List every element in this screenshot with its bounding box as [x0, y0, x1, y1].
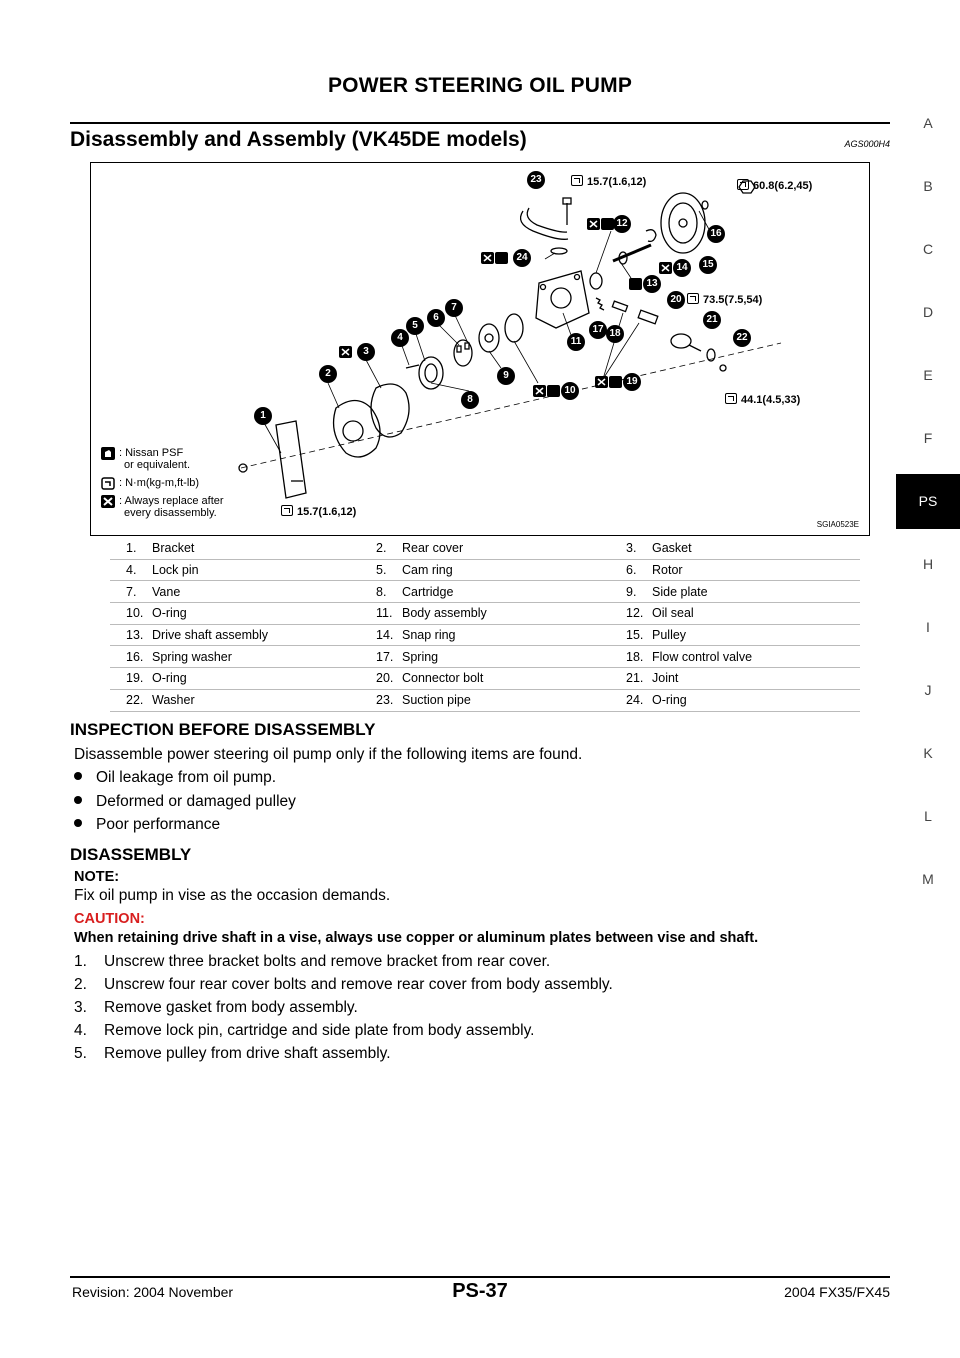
part-cell — [360, 693, 610, 707]
part-name: Spring — [402, 649, 439, 664]
parts-table — [110, 538, 860, 712]
caution-label: CAUTION: — [74, 911, 145, 927]
callout-19: 19 — [623, 373, 641, 391]
part-number: 18. — [626, 649, 644, 664]
part-number: 12. — [626, 606, 644, 621]
part-cell — [110, 650, 360, 664]
part-number: 20. — [376, 671, 394, 686]
cam-ring-shape — [419, 357, 443, 389]
side-index-ps[interactable]: PS — [896, 474, 960, 529]
part-name: Rotor — [652, 563, 683, 578]
table-row — [110, 603, 860, 625]
table-row — [110, 690, 860, 712]
torque-icon — [725, 393, 737, 404]
part-cell — [110, 606, 360, 620]
torque-spec-pulley-nut: 60.8(6.2,45) — [737, 179, 812, 192]
part-cell — [110, 563, 360, 577]
step-number: 4. — [74, 1022, 87, 1039]
side-index-a[interactable]: A — [923, 115, 933, 131]
part-number: 13. — [126, 628, 144, 643]
part-number: 14. — [376, 628, 394, 643]
callout-1: 1 — [254, 407, 272, 425]
callout-2: 2 — [319, 365, 337, 383]
gasket-shape — [371, 384, 409, 437]
torque-icon — [687, 293, 699, 304]
step-text: Unscrew three bracket bolts and remove bracket from rear cover. — [104, 953, 551, 970]
disassembly-heading: DISASSEMBLY — [70, 845, 192, 864]
bracket-shape — [276, 421, 306, 498]
pulley-shape — [661, 193, 705, 253]
callout-22: 22 — [733, 329, 751, 347]
side-index-l[interactable]: L — [924, 808, 932, 824]
part-number: 7. — [126, 584, 137, 599]
callout-16: 16 — [707, 225, 725, 243]
part-cell — [360, 628, 610, 642]
footer-rule — [70, 1276, 890, 1278]
part-number: 6. — [626, 563, 637, 578]
part-name: Drive shaft assembly — [152, 628, 269, 643]
table-row — [110, 538, 860, 560]
side-index-d[interactable]: D — [922, 304, 934, 320]
part-number: 15. — [626, 628, 644, 643]
part-number: 16. — [126, 649, 144, 664]
callout-23: 23 — [527, 171, 545, 189]
part-number: 5. — [376, 563, 387, 578]
part-number: 19. — [126, 671, 144, 686]
step-number: 2. — [74, 976, 87, 993]
callout-20: 20 — [667, 291, 685, 309]
part-cell — [360, 541, 610, 555]
note-text: Fix oil pump in vise as the occasion demands. — [74, 887, 391, 904]
side-index-c[interactable]: C — [922, 241, 934, 257]
callout-17: 17 — [589, 321, 607, 339]
part-number: 21. — [626, 671, 644, 686]
part-number: 1. — [126, 541, 137, 556]
part-number: 23. — [376, 693, 394, 708]
callout-14: 14 — [673, 259, 691, 277]
side-index-k[interactable]: K — [923, 745, 933, 761]
part-name: Vane — [152, 584, 181, 599]
table-row — [110, 560, 860, 582]
part-number: 4. — [126, 563, 137, 578]
page-header-title: POWER STEERING OIL PUMP — [327, 74, 633, 97]
callout-7: 7 — [445, 299, 463, 317]
section-title: Disassembly and Assembly (VK45DE models) — [70, 128, 527, 151]
part-cell — [110, 585, 360, 599]
part-number: 22. — [126, 693, 144, 708]
part-number: 8. — [376, 584, 387, 599]
part-name: Cam ring — [402, 563, 453, 578]
part-name: Spring washer — [152, 649, 232, 664]
part-name: Joint — [652, 671, 679, 686]
torque-spec-washer: 44.1(4.5,33) — [725, 393, 800, 406]
part-cell — [360, 563, 610, 577]
inspection-bullet: Poor performance — [74, 816, 220, 834]
part-cell — [110, 541, 360, 555]
part-cell — [610, 628, 860, 642]
side-index-h[interactable]: H — [922, 556, 934, 572]
step-text: Remove pulley from drive shaft assembly. — [104, 1045, 391, 1062]
part-name: Snap ring — [402, 628, 456, 643]
part-number: 17. — [376, 649, 394, 664]
callout-18: 18 — [606, 325, 624, 343]
step-item — [74, 1022, 534, 1040]
section-code: AGS000H4 — [844, 139, 890, 149]
rear-cover-shape — [334, 401, 380, 458]
side-index — [896, 92, 960, 911]
note-label: NOTE: — [74, 869, 120, 885]
step-text: Remove lock pin, cartridge and side plate from body assembly. — [104, 1022, 535, 1039]
callout-4: 4 — [391, 329, 409, 347]
header-rule — [70, 122, 890, 124]
step-number: 3. — [74, 999, 87, 1016]
part-name: Oil seal — [652, 606, 694, 621]
part-name: Connector bolt — [402, 671, 484, 686]
part-name: O-ring — [152, 671, 187, 686]
callout-10: 10 — [561, 382, 579, 400]
step-text: Remove gasket from body assembly. — [104, 999, 358, 1016]
figure-code: SGIA0523E — [816, 520, 859, 529]
part-cell — [610, 541, 860, 555]
part-name: Lock pin — [152, 563, 199, 578]
part-cell — [610, 650, 860, 664]
callout-5: 5 — [406, 317, 424, 335]
torque-spec-connector-bolt: 73.5(7.5,54) — [687, 293, 762, 306]
part-cell — [610, 585, 860, 599]
part-cell — [360, 585, 610, 599]
part-name: Pulley — [652, 628, 687, 643]
inspection-bullet: Deformed or damaged pulley — [74, 793, 296, 811]
footer-model: 2004 FX35/FX45 — [784, 1284, 890, 1300]
part-cell — [360, 606, 610, 620]
callout-8: 8 — [461, 391, 479, 409]
part-number: 10. — [126, 606, 144, 621]
part-name: Flow control valve — [652, 649, 753, 664]
figure-legend — [99, 447, 249, 525]
part-cell — [610, 606, 860, 620]
part-name: Rear cover — [402, 541, 464, 556]
part-cell — [360, 671, 610, 685]
table-row — [110, 625, 860, 647]
part-cell — [360, 650, 610, 664]
replace-icon — [101, 495, 115, 508]
part-name: Cartridge — [402, 584, 454, 599]
callout-15: 15 — [699, 256, 717, 274]
step-number: 5. — [74, 1045, 87, 1062]
side-index-j[interactable]: J — [924, 682, 932, 698]
part-name: Bracket — [152, 541, 195, 556]
part-number: 9. — [626, 584, 637, 599]
callout-12: 12 — [613, 215, 631, 233]
page-number: PS-37 — [452, 1280, 508, 1302]
part-name: Suction pipe — [402, 693, 471, 708]
part-name: Body assembly — [402, 606, 487, 621]
torque-icon — [737, 179, 749, 190]
part-name: Washer — [152, 693, 195, 708]
callout-3: 3 — [357, 343, 375, 361]
inspection-intro: Disassemble power steering oil pump only if the following items are found. — [74, 746, 583, 763]
part-name: O-ring — [652, 693, 687, 708]
table-row — [110, 646, 860, 668]
bullet-dot-icon — [74, 819, 82, 827]
part-cell — [610, 563, 860, 577]
table-row — [110, 581, 860, 603]
exploded-view-figure — [90, 162, 870, 536]
body-assembly-shape — [536, 271, 589, 328]
torque-icon — [281, 505, 293, 516]
part-name: Side plate — [652, 584, 708, 599]
inspection-bullet: Oil leakage from oil pump. — [74, 769, 276, 787]
side-index-f[interactable]: F — [923, 430, 933, 446]
bullet-dot-icon — [74, 796, 82, 804]
bullet-dot-icon — [74, 772, 82, 780]
torque-icon — [571, 175, 583, 186]
callout-6: 6 — [427, 309, 445, 327]
part-number: 3. — [626, 541, 637, 556]
side-index-e[interactable]: E — [923, 367, 933, 383]
part-cell — [110, 628, 360, 642]
table-row — [110, 668, 860, 690]
part-cell — [110, 671, 360, 685]
callout-21: 21 — [703, 311, 721, 329]
step-text: Unscrew four rear cover bolts and remove rear cover from body assembly. — [104, 976, 613, 993]
step-item — [74, 976, 613, 994]
callout-24: 24 — [513, 249, 531, 267]
step-item — [74, 999, 358, 1017]
callout-13: 13 — [643, 275, 661, 293]
torque-spec-bracket: 15.7(1.6,12) — [281, 505, 356, 518]
callout-9: 9 — [497, 367, 515, 385]
legend-row-psf: : Nissan PSF or equivalent. — [99, 447, 249, 471]
part-number: 11. — [376, 606, 393, 621]
inspection-heading: INSPECTION BEFORE DISASSEMBLY — [70, 720, 376, 739]
side-index-b[interactable]: B — [923, 178, 933, 194]
side-plate-shape — [479, 324, 499, 352]
callout-11: 11 — [567, 333, 585, 351]
step-item — [74, 1045, 391, 1063]
legend-row-torque: : N·m(kg-m,ft-lb) — [99, 477, 249, 489]
part-cell — [610, 671, 860, 685]
part-name: O-ring — [152, 606, 187, 621]
step-number: 1. — [74, 953, 87, 970]
footer-revision: Revision: 2004 November — [72, 1284, 234, 1300]
part-cell — [110, 693, 360, 707]
part-cell — [610, 693, 860, 707]
caution-text: When retaining drive shaft in a vise, always use copper or aluminum plates between vise and shaft. — [74, 930, 759, 946]
side-index-m[interactable]: M — [922, 871, 934, 887]
torque-icon — [101, 477, 115, 490]
legend-row-replace: : Always replace after every disassembly. — [99, 495, 249, 519]
part-number: 24. — [626, 693, 644, 708]
psf-fluid-icon — [101, 447, 115, 460]
side-index-i[interactable]: I — [926, 619, 930, 635]
torque-spec-suction-bolt: 15.7(1.6,12) — [571, 175, 646, 188]
step-item — [74, 953, 550, 971]
part-name: Gasket — [652, 541, 692, 556]
part-number: 2. — [376, 541, 387, 556]
